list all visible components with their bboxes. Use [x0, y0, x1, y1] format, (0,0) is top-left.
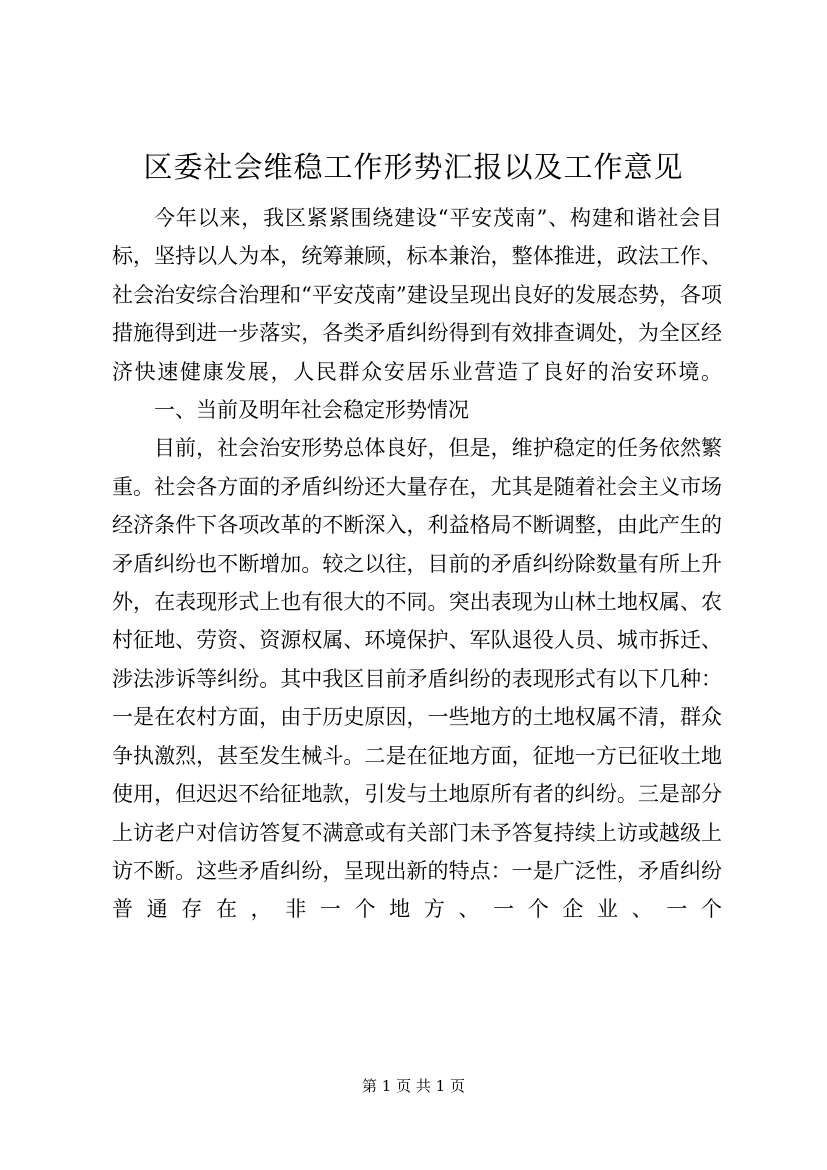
- situation-paragraph: 目前，社会治安形势总体良好，但是，维护稳定的任务依然繁重。社会各方面的矛盾纠纷还大量存在，尤其是随着社会主义市场经济条件下各项改革的不断深入，利益格局不断调整，由此产生的矛盾纠纷也不断增加。较之以往，目前的矛盾纠纷除数量有所上升外，在表现形式上也有很大的不同。突出表现为山林土地权属、农村征地、劳资、资源权属、环境保护、军队退役人员、城市拆迁、涉法涉诉等纠纷。其中我区目前矛盾纠纷的表现形式有以下几种：一是在农村方面，由于历史原因，一些地方的土地权属不清，群众争执激烈，甚至发生械斗。二是在征地方面，征地一方已征收土地使用，但迟迟不给征地款，引发与土地原所有者的纠纷。三是部分上访老户对信访答复不满意或有关部门未予答复持续上访或越级上访不断。这些矛盾纠纷，呈现出新的特点：一是广泛性，矛盾纠纷普通存在，非一个地方、一个企业、一个: [112, 436, 722, 922]
- page-number-footer: 第 1 页 共 1 页: [362, 1077, 465, 1095]
- intro-paragraph: 今年以来，我区紧紧围绕建设“平安茂南”、构建和谐社会目标，坚持以人为本，统筹兼顾，标本兼治，整体推进，政法工作、社会治安综合治理和“平安茂南”建设呈现出良好的发展态势，各项措施得到进一步落实，各类矛盾纠纷得到有效排查调处，为全区经济快速健康发展，人民群众安居乐业营造了良好的治安环境。: [112, 206, 722, 384]
- section-heading: 一、当前及明年社会稳定形势情况: [154, 398, 469, 423]
- document-title: 区委社会维稳工作形势汇报以及工作意见: [143, 150, 684, 184]
- document-body: [112, 199, 722, 929]
